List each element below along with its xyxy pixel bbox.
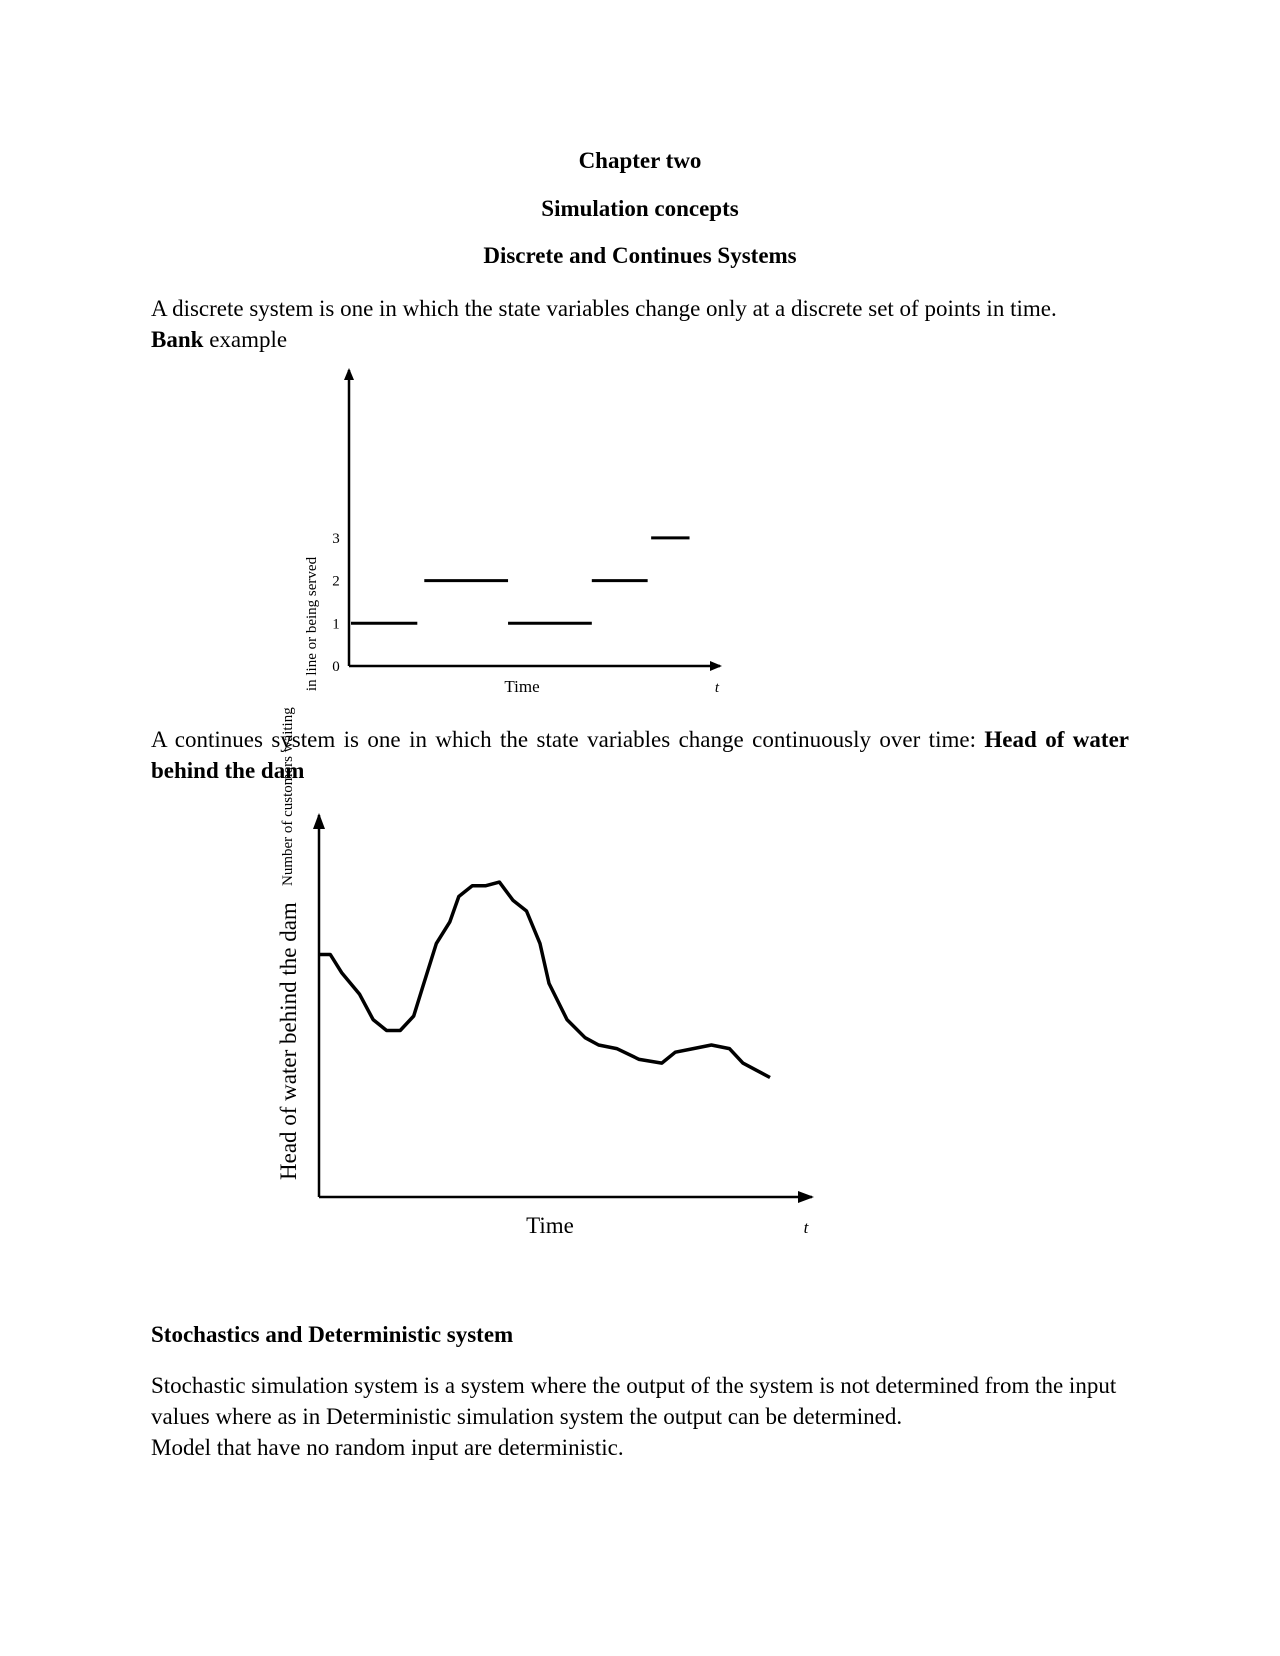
y-tick-label: 0 (332, 659, 340, 675)
bank-bold: Bank (151, 327, 204, 352)
y-tick-label: 2 (332, 573, 340, 590)
chapter-subtitle: Simulation concepts (541, 196, 739, 221)
water-head-series-line (319, 882, 770, 1077)
x-axis-end-label: t (803, 1218, 809, 1237)
stochastic-paragraph (151, 1370, 1129, 1463)
discrete-system-paragraph (151, 293, 1129, 355)
continuous-system-paragraph (151, 724, 1129, 786)
y-tick-label: 3 (332, 530, 340, 547)
stochastic-definition: Stochastic simulation system is a system where the output of the system is not determined from the input values where as in Deterministic simulation system the output can be determined. (151, 1373, 1117, 1429)
continuous-system-chart (0, 805, 1280, 1245)
x-axis-label: Time (526, 1213, 574, 1238)
section-heading-stochastic-deterministic: Stochastics and Deterministic system (151, 1322, 514, 1347)
bank-example-text: example (203, 327, 288, 352)
deterministic-definition: Model that have no random input are deterministic. (151, 1435, 624, 1460)
y-tick-label: 1 (332, 616, 340, 633)
y-axis-label-line1: Number of customers waiting (280, 707, 296, 886)
y-axis-label-line2: in line or being served (304, 556, 320, 692)
head-of-water-bold: Head of water behind the dam (151, 727, 1129, 783)
discrete-definition: A discrete system is one in which the state variables change only at a discrete set of points in time. (151, 296, 1057, 321)
y-axis-label: Head of water behind the dam (276, 902, 301, 1180)
continuous-definition: A continues system is one in which the state variables change continuously over time: (151, 727, 985, 752)
x-axis-label: Time (504, 677, 540, 696)
x-axis-end-label: t (714, 680, 720, 696)
section-heading-discrete-continuous: Discrete and Continues Systems (483, 243, 797, 268)
chapter-title: Chapter two (578, 148, 702, 173)
